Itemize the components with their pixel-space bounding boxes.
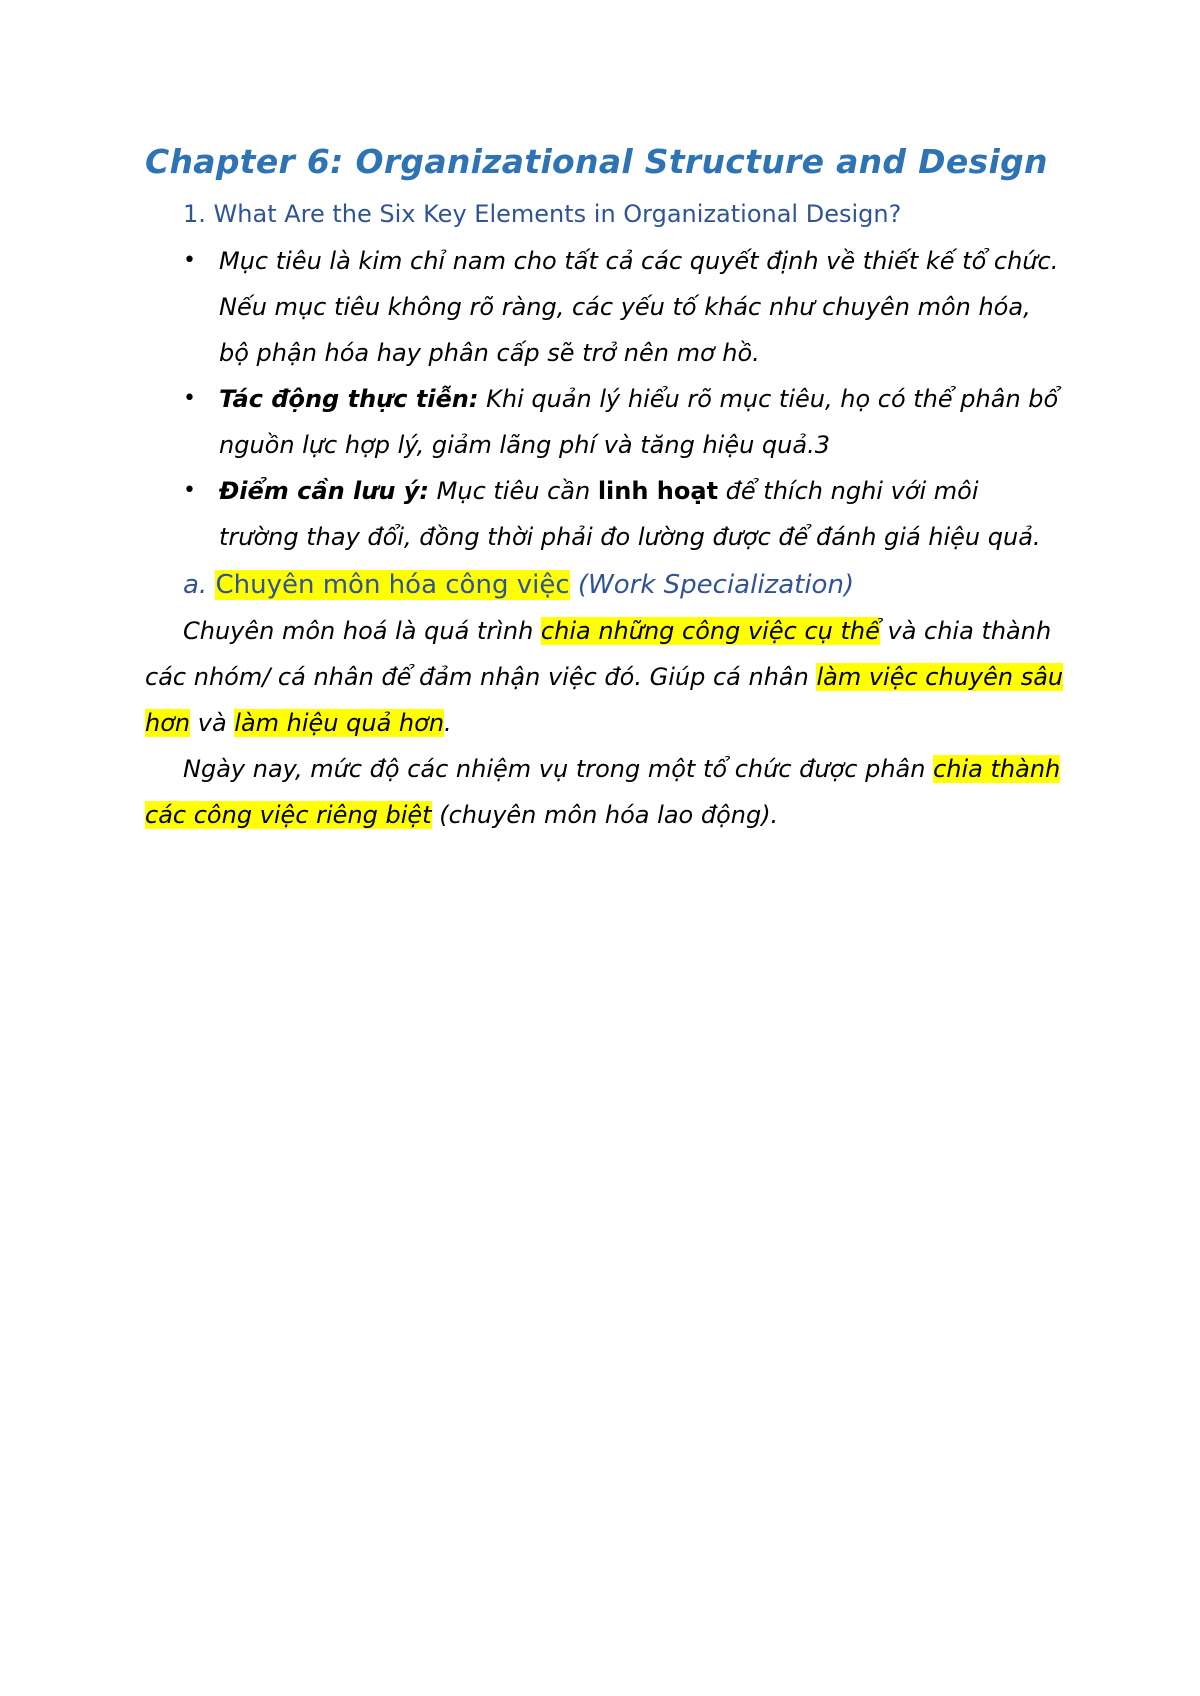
chapter-title: Chapter 6: Organizational Structure and Design: [145, 142, 1048, 181]
highlighted-text: chia những công việc cụ thể: [540, 617, 880, 645]
bullet-lead: Tác động thực tiễn:: [219, 385, 479, 413]
bullet-item: [145, 238, 1065, 376]
paragraph-text: và chia thành các nhóm/ cá nhân để đảm nhận việc đó. Giúp cá nhân: [145, 617, 1052, 691]
subsection-heading: [145, 562, 1065, 608]
paragraph-text: Chuyên môn hoá là quá trình: [183, 617, 541, 645]
section-title: What Are the Six Key Elements in Organizational Design?: [213, 200, 902, 228]
highlighted-text: chia thành các công việc riêng biệt: [145, 755, 1061, 829]
bullet-item: [145, 468, 1065, 560]
paragraph-text: Ngày nay, mức độ các nhiệm vụ trong một tổ chức được phân: [183, 755, 934, 783]
highlighted-text: làm hiệu quả hơn: [234, 709, 445, 737]
paragraph-division-of-labor: [145, 746, 1065, 838]
paragraph-specialization: [145, 608, 1065, 746]
paragraph-text: (chuyên môn hóa lao động).: [431, 801, 779, 829]
bullet-item: [145, 376, 1065, 468]
paragraph-text: .: [444, 709, 452, 737]
section-number: 1.: [183, 200, 206, 228]
subsection-label: a.: [183, 570, 208, 600]
bullet-icon: •: [183, 478, 196, 503]
subsection-title-highlight: Chuyên môn hóa công việc: [215, 570, 570, 600]
bullet-text: Mục tiêu cần: [429, 477, 598, 505]
subsection-title-rest: (Work Specialization): [569, 570, 855, 600]
bullet-emphasis: linh hoạt: [597, 477, 719, 505]
paragraph-text: và: [190, 709, 235, 737]
bullet-lead: Điểm cần lưu ý:: [219, 477, 430, 505]
bullet-list: [145, 238, 1065, 560]
document-body: [145, 140, 1065, 838]
bullet-text: Khi quản lý hiểu rõ mục tiêu, họ có thể phân bổ nguồn lực hợp lý, giảm lãng phí và tăng hiệu quả.3: [219, 385, 1059, 459]
bullet-text: để thích nghi với môi trường thay đổi, đồng thời phải đo lường được để đánh giá hiệu quả.: [219, 477, 1041, 551]
bullet-text: Mục tiêu là kim chỉ nam cho tất cả các quyết định về thiết kế tổ chức. Nếu mục tiêu không rõ ràng, các yếu tố khác như chuyên môn hóa, bộ phận hóa hay phân cấp sẽ trở nên mơ hồ.: [219, 247, 1059, 367]
section-heading: [145, 198, 1065, 230]
bullet-icon: •: [183, 386, 196, 411]
highlighted-text: làm việc chuyên sâu hơn: [145, 663, 1064, 737]
bullet-icon: •: [183, 248, 196, 273]
